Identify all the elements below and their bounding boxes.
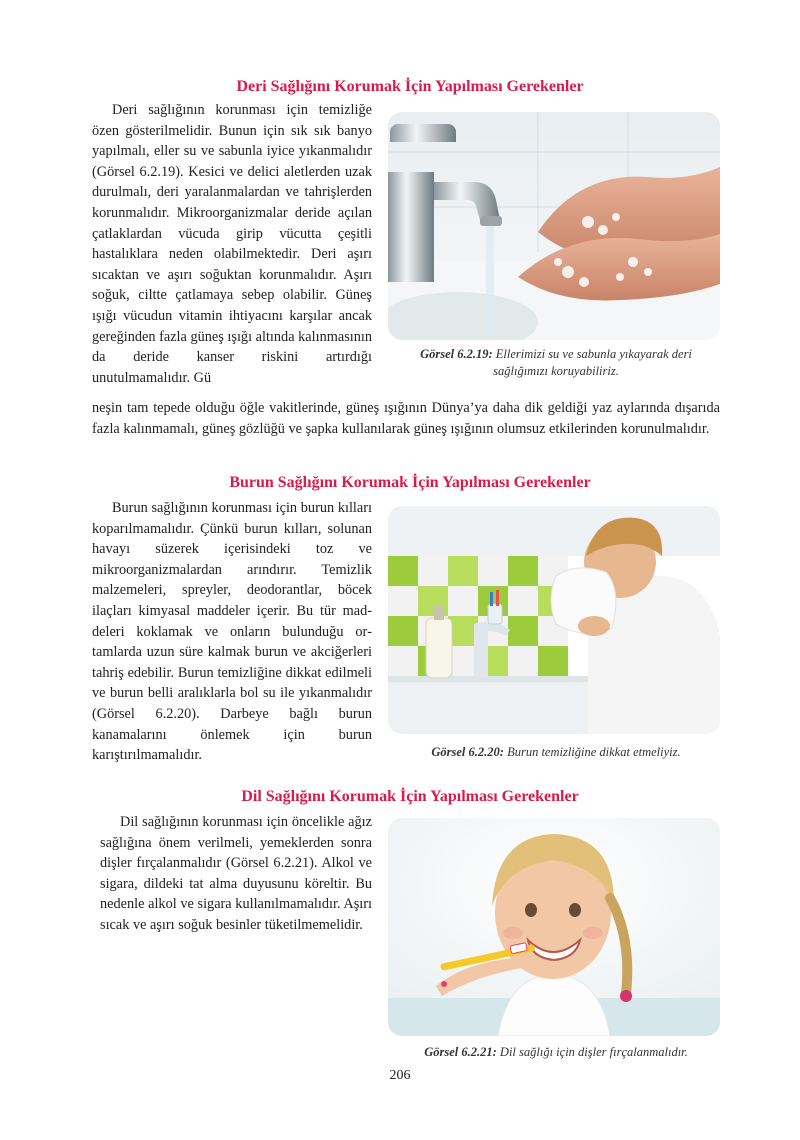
section-heading-tongue: Dil Sağlığını Korumak İçin Yapılması Gerekenler — [241, 788, 579, 805]
paragraph-nose: Burun sağlığının korunması için burun kılları koparılmamalıdır. Çünkü burun kılları, solunan havayı süzerek içerisindeki toz ve mikroorganizmalardan arındırır. Temizlik malzemeleri, spreyler, deodorantlar, böcek ilaçları kimyasal maddeler içerir. Bu tür maddeleri koklamak ve onların bulunduğu ortamlarda uzun süre kalmak burun ve akciğerleri tahriş edebilir. Burun temizliğine dikkat edilmeli ve burun belli aralıklarla bol su ile yıkanmalıdır (Görsel 6.2.20). Darbeye bağlı burun kanamalarını önlemek için burun karıştırılmamalıdır. — [92, 500, 372, 764]
caption-figure-6-2-21 — [392, 1044, 720, 1061]
caption-text: Burun temizliğine dikkat etmeliyiz. — [507, 745, 681, 759]
girl-brushing-teeth-image — [388, 818, 720, 1036]
caption-text: Ellerimizi su ve sabunla yıkayarak deri sağlığımızı koruyabiliriz. — [493, 347, 692, 378]
paragraph-skin-full: neşin tam tepede olduğu öğle vakitlerinde, güneş ışığının Dünya’ya daha dik geldiği yaz aylarında dışarıda fazla kalınmamalı, güneş gözlüğü ve şapka kullanılarak güneş ışığının olumsuz etkilerinden korunulmalıdır. — [92, 400, 720, 437]
caption-figure-6-2-20 — [392, 744, 720, 761]
handwashing-image — [388, 112, 720, 340]
section-heading-nose: Burun Sağlığını Korumak İçin Yapılması Gerekenler — [229, 474, 591, 491]
caption-label: Görsel 6.2.20: — [431, 745, 504, 759]
caption-text: Dil sağlığı için dişler fırçalanmalıdır. — [499, 1045, 688, 1059]
caption-figure-6-2-19 — [392, 346, 720, 380]
paragraph-skin-wrap: Deri sağlığının korunması için temizliğe özen gösterilmelidir. Bunun için sık sık banyo yapılmalı, eller su ve sabunla iyice yıkanmalıdır (Görsel 6.2.19). Kesici ve delici aletlerden uzak durulmalı, deri yaralanmalardan ve tahrişlerden korunmalıdır. Mikroorganizmalar deride açılan çatlaklardan vücuda girip vücutta çeşitli hastalıklara neden olabilmektedir. Deri aşırı sıcaktan ve aşırı soğuktan korunmalıdır. Aşırı soğuk, ciltte çatlamaya sebep olabilir. Güneş ışığı vücudun vitamin ihtiyacını karşılar ancak gereğinden fazla güneş ışığı altında kalınmasının da deride kanser riskini artırdığı unutulmamalıdır. Gü — [92, 102, 372, 386]
figure-handwashing — [388, 112, 720, 340]
caption-label: Görsel 6.2.19: — [420, 347, 493, 361]
page-number: 206 — [389, 1068, 411, 1083]
figure-nose-cleaning — [388, 506, 720, 734]
figure-tooth-brushing — [388, 818, 720, 1036]
paragraph-tongue: Dil sağlığının korunması için öncelikle ağız sağlığına önem verilmeli, yemeklerden sonra dişler fırçalanmalıdır (Görsel 6.2.21). Alkol ve sigara, dildeki tat alma duyusunu köreltir. Bu nedenle alkol ve sigara kullanılmamalıdır. Aşırı sıcak ve aşırı soğuk besinler tüketilmemelidir. — [100, 814, 372, 933]
boy-washing-face-image — [388, 506, 720, 734]
caption-label: Görsel 6.2.21: — [424, 1045, 497, 1059]
section-heading-skin: Deri Sağlığını Korumak İçin Yapılması Gerekenler — [236, 78, 584, 95]
